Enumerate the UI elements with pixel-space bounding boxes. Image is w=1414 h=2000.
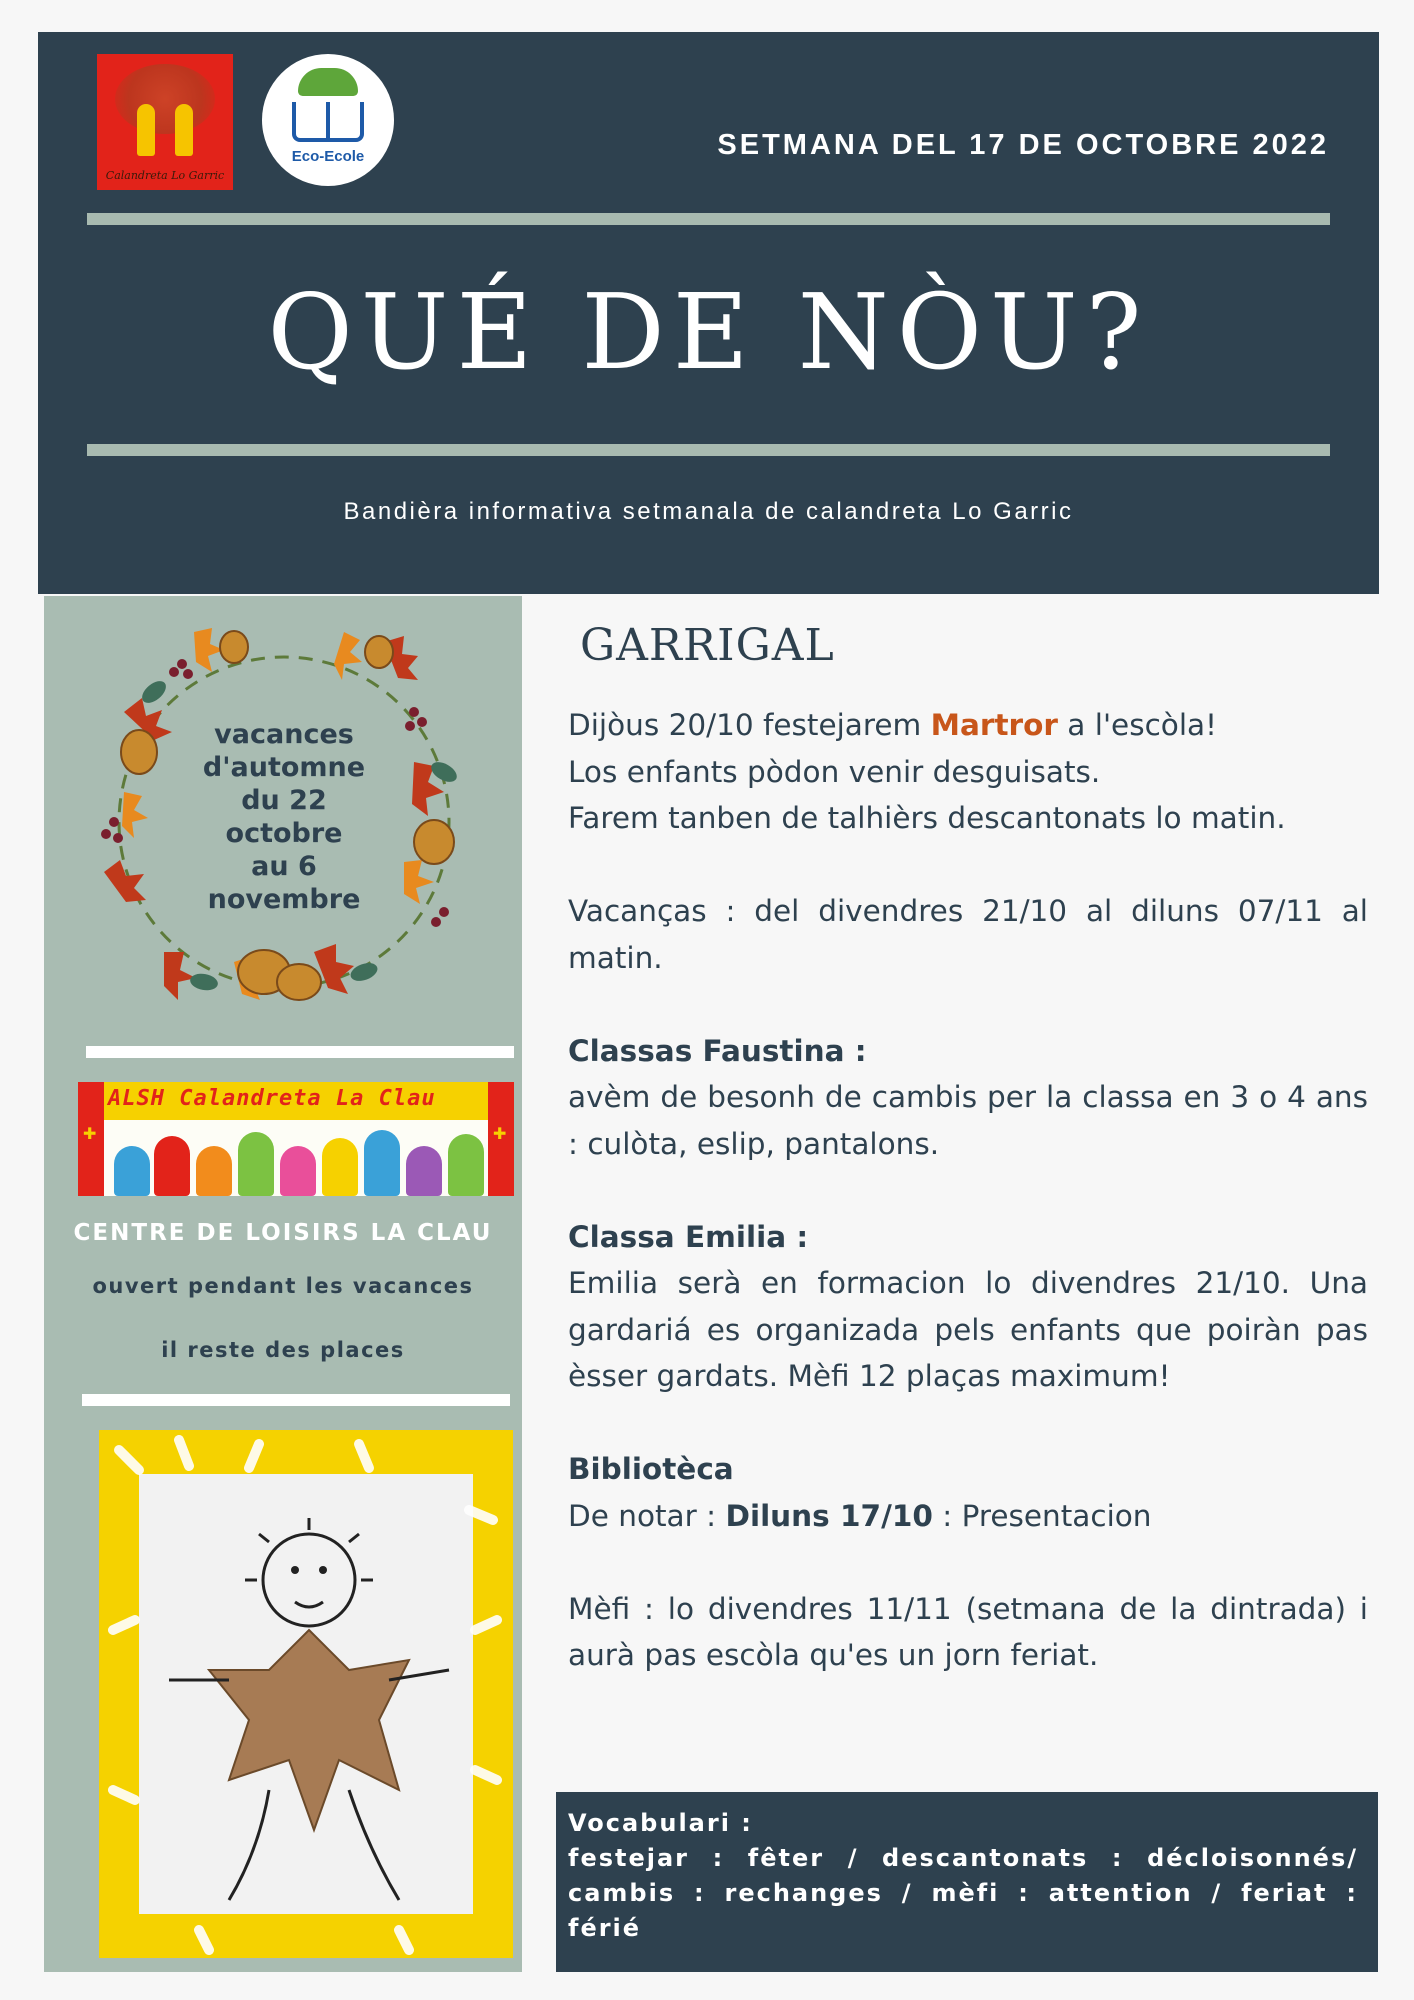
centre-loisirs-line-1: ouvert pendant les vacances <box>92 1274 474 1298</box>
page-title: QUÉ DE NÒU? <box>267 271 1150 393</box>
faustina-title: Classas Faustina : <box>568 1033 867 1068</box>
martror-text-a: Dijòus 20/10 festejarem <box>568 708 931 742</box>
martror-highlight: Martror <box>930 708 1058 742</box>
week-label: SETMANA DEL 17 DE OCTOBRE 2022 <box>717 129 1329 161</box>
emilia-title: Classa Emilia : <box>568 1219 809 1254</box>
header-banner <box>38 32 1379 594</box>
eco-ecole-logo <box>262 54 394 186</box>
school-logo-caption: Calandreta Lo Garric <box>105 169 225 182</box>
paragraph-vacancas: Vacanças : del divendres 21/10 al diluns 07/11 al matin. <box>568 894 1368 975</box>
biblio-text <box>568 1493 1368 1540</box>
alsh-banner-title: ALSH Calandreta La Clau <box>108 1086 436 1111</box>
biblio-date: Diluns 17/10 <box>725 1498 933 1533</box>
vocabulary-box <box>556 1792 1378 1972</box>
page-subtitle: Bandièra informativa setmanala de calandreta Lo Garric <box>343 498 1074 525</box>
header-rule-bottom <box>87 444 1330 456</box>
paragraph-talhiers: Farem tanben de talhièrs descantonats lo matin. <box>568 801 1286 835</box>
leaf-figure-icon <box>99 1430 513 1958</box>
alsh-banner <box>78 1082 514 1196</box>
painted-hands-icon <box>104 1120 488 1196</box>
section-title: GARRIGAL <box>580 620 835 671</box>
vacances-line-2: d'automne <box>202 752 366 783</box>
vacances-text <box>184 718 384 916</box>
biblio-text-a: De notar : <box>568 1498 726 1533</box>
news-body <box>568 702 1368 1679</box>
biblio-title: Bibliotèca <box>568 1452 734 1486</box>
child-drawing-image <box>99 1430 513 1958</box>
vocabulary-text: festejar : fêter / descantonats : décloisonnés/ cambis : rechanges / mèfi : attention / feriat : férié <box>568 1844 1358 1942</box>
centre-loisirs-title: CENTRE DE LOISIRS LA CLAU <box>73 1220 493 1246</box>
paragraph-desguisats: Los enfants pòdon venir desguisats. <box>568 754 1101 789</box>
school-logo <box>97 54 233 190</box>
emilia-text: Emilia serà en formacion lo divendres 21/10. Una gardariá es organizada pels enfants que poiràn pas èsser gardats. Mèfi 12 plaças maximum! <box>568 1266 1368 1393</box>
vacances-line-1: vacances <box>214 719 354 750</box>
vacances-line-3: du 22 octobre <box>225 785 343 849</box>
sidebar-divider-2 <box>82 1394 510 1406</box>
vocabulary-content <box>568 1806 1358 1946</box>
eco-ecole-label: Eco-Ecole <box>291 148 365 165</box>
martror-text-b: a l'escòla! <box>1057 708 1217 742</box>
sidebar <box>44 596 522 1972</box>
sidebar-divider-1 <box>86 1046 514 1058</box>
biblio-text-b: : Presentacion <box>932 1498 1152 1533</box>
mefi-text: Mèfi : lo divendres 11/11 (setmana de la dintrada) i aurà pas escòla qu'es un jorn feriat. <box>568 1591 1368 1672</box>
faustina-text: avèm de besonh de cambis per la classa en 3 o 4 ans : culòta, eslip, pantalons. <box>568 1080 1368 1161</box>
centre-loisirs-line-2: il reste des places <box>161 1338 405 1362</box>
paragraph-martror <box>568 702 1368 749</box>
vacances-line-4: au 6 novembre <box>207 851 361 915</box>
header-rule-top <box>87 213 1330 225</box>
vocabulary-title: Vocabulari : <box>568 1809 753 1837</box>
